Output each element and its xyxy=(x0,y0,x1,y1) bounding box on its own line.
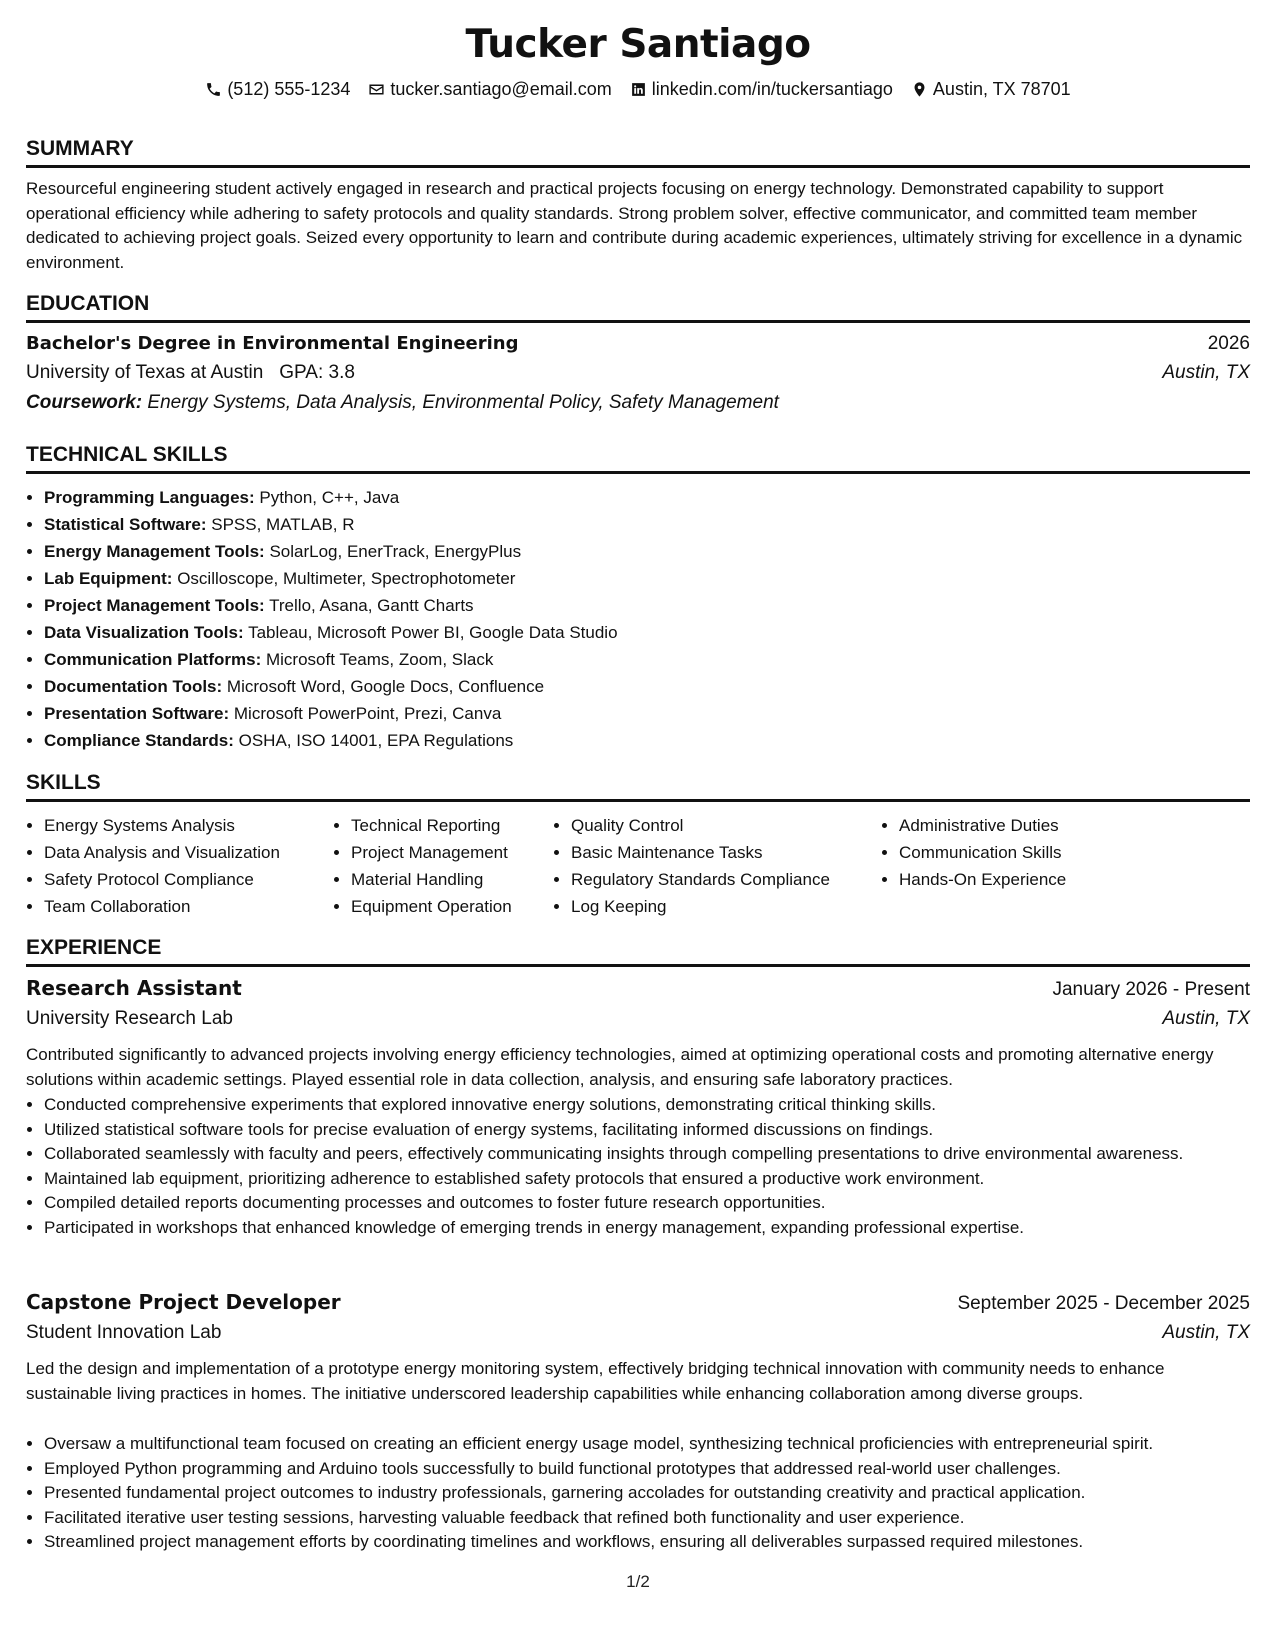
list-item: • Administrative Duties xyxy=(899,812,1066,839)
list-item: • Basic Maintenance Tasks xyxy=(571,839,830,866)
contact-linkedin[interactable] xyxy=(630,79,893,100)
school-name: University of Texas at Austin xyxy=(26,362,264,383)
list-item: • Lab Equipment: Oscilloscope, Multimeter, Spectrophotometer xyxy=(44,565,1268,592)
coursework-label: Coursework: xyxy=(26,392,143,413)
list-item: • Quality Control xyxy=(571,812,830,839)
list-item: • Collaborated seamlessly with faculty and peers, effectively communicating insights through compelling presentations to drive environmental awareness. xyxy=(44,1142,1268,1167)
contact-phone[interactable] xyxy=(205,79,350,100)
coursework-list: Energy Systems, Data Analysis, Environmental Policy, Safety Management xyxy=(147,392,779,413)
summary-heading: SUMMARY xyxy=(26,136,1250,168)
envelope-icon xyxy=(368,81,385,98)
list-item: • Conducted comprehensive experiments that explored innovative energy solutions, demonstrating critical thinking skills. xyxy=(44,1093,1268,1118)
job-1-bullets xyxy=(26,1093,1268,1240)
list-item: • Employed Python programming and Arduino tools successfully to build functional prototypes that addressed real-world user challenges. xyxy=(44,1457,1268,1482)
list-item: • Project Management Tools: Trello, Asana, Gantt Charts xyxy=(44,592,1268,619)
job-organization: University Research Lab xyxy=(26,1008,233,1029)
list-item: • Programming Languages: Python, C++, Java xyxy=(44,484,1268,511)
education-heading: EDUCATION xyxy=(26,291,1250,323)
job-title: Research Assistant xyxy=(26,976,242,1000)
contact-location xyxy=(911,79,1071,100)
job-2-bullets xyxy=(26,1432,1268,1555)
experience-heading: EXPERIENCE xyxy=(26,935,1250,967)
list-item: • Data Analysis and Visualization xyxy=(44,839,280,866)
list-item: • Project Management xyxy=(351,839,512,866)
contact-email[interactable] xyxy=(368,79,611,100)
list-item: • Energy Systems Analysis xyxy=(44,812,280,839)
contact-bar xyxy=(26,79,1250,100)
job-2-title-row xyxy=(26,1290,1250,1315)
linkedin-icon xyxy=(630,81,647,98)
job-1-description: Contributed significantly to advanced projects involving energy efficiency technologies, aimed at optimizing operational costs and promoting alternative energy solutions within academic settings. Played essential role in data collection, analysis, and ensuring safe laboratory practices. xyxy=(26,1045,1214,1089)
gpa: GPA: 3.8 xyxy=(279,362,355,383)
map-pin-icon xyxy=(911,81,928,98)
linkedin-text: linkedin.com/in/tuckersantiago xyxy=(651,79,893,99)
skills-column-1 xyxy=(26,812,280,920)
list-item: • Oversaw a multifunctional team focused on creating an efficient energy usage model, synthesizing technical proficiencies with entrepreneurial spirit. xyxy=(44,1432,1268,1457)
list-item: • Safety Protocol Compliance xyxy=(44,866,280,893)
coursework-row xyxy=(26,392,1250,414)
list-item: • Compliance Standards: OSHA, ISO 14001, EPA Regulations xyxy=(44,727,1268,754)
list-item: • Communication Skills xyxy=(899,839,1066,866)
school-location: Austin, TX xyxy=(1162,362,1250,383)
job-1-title-row xyxy=(26,976,1250,1001)
phone-text: (512) 555-1234 xyxy=(227,79,351,99)
skills-column-3 xyxy=(553,812,830,920)
list-item: • Technical Reporting xyxy=(351,812,512,839)
list-item: • Material Handling xyxy=(351,866,512,893)
list-item: • Data Visualization Tools: Tableau, Microsoft Power BI, Google Data Studio xyxy=(44,619,1268,646)
job-dates: January 2026 - Present xyxy=(1052,979,1250,1000)
location-text: Austin, TX 78701 xyxy=(932,79,1071,99)
job-2-description: Led the design and implementation of a prototype energy monitoring system, effectively bridging technical innovation with community needs to enhance sustainable living practices in homes. The initiative underscored leadership capabilities while enhancing collaboration among diverse groups. xyxy=(26,1359,1165,1403)
list-item: • Log Keeping xyxy=(571,893,830,920)
list-item: • Facilitated iterative user testing sessions, harvesting valuable feedback that refined both functionality and user experience. xyxy=(44,1506,1268,1531)
page-number: 1/2 xyxy=(626,1572,650,1591)
list-item: • Compiled detailed reports documenting processes and outcomes to foster future research opportunities. xyxy=(44,1191,1268,1216)
list-item: • Statistical Software: SPSS, MATLAB, R xyxy=(44,511,1268,538)
list-item: • Maintained lab equipment, prioritizing adherence to established safety protocols that ensured a productive work environment. xyxy=(44,1167,1268,1192)
skills-heading: SKILLS xyxy=(26,770,1250,802)
job-1-org-row xyxy=(26,1008,1250,1030)
technical-skills-list xyxy=(26,484,1268,754)
list-item: • Presentation Software: Microsoft PowerPoint, Prezi, Canva xyxy=(44,700,1268,727)
education-school-row xyxy=(26,362,1250,384)
phone-icon xyxy=(205,81,222,98)
candidate-name: Tucker Santiago xyxy=(465,22,811,67)
job-dates: September 2025 - December 2025 xyxy=(957,1293,1250,1314)
education-degree-row xyxy=(26,333,1250,355)
list-item: • Streamlined project management efforts by coordinating timelines and workflows, ensuring all deliverables surpassed required milestones. xyxy=(44,1530,1268,1555)
list-item: • Utilized statistical software tools for precise evaluation of energy systems, facilitating informed discussions on findings. xyxy=(44,1118,1268,1143)
list-item: • Communication Platforms: Microsoft Teams, Zoom, Slack xyxy=(44,646,1268,673)
resume-page xyxy=(26,0,1250,1650)
job-2-org-row xyxy=(26,1322,1250,1344)
list-item: • Team Collaboration xyxy=(44,893,280,920)
list-item: • Energy Management Tools: SolarLog, EnerTrack, EnergyPlus xyxy=(44,538,1268,565)
graduation-year: 2026 xyxy=(1207,333,1250,354)
list-item: • Presented fundamental project outcomes to industry professionals, garnering accolades for outstanding creativity and practical application. xyxy=(44,1481,1268,1506)
degree-title: Bachelor's Degree in Environmental Engineering xyxy=(26,333,519,354)
list-item: • Hands-On Experience xyxy=(899,866,1066,893)
list-item: • Participated in workshops that enhanced knowledge of emerging trends in energy management, expanding professional expertise. xyxy=(44,1216,1268,1241)
job-organization: Student Innovation Lab xyxy=(26,1322,222,1343)
job-location: Austin, TX xyxy=(1162,1008,1250,1029)
list-item: • Equipment Operation xyxy=(351,893,512,920)
technical-skills-heading: TECHNICAL SKILLS xyxy=(26,442,1250,474)
job-location: Austin, TX xyxy=(1162,1322,1250,1343)
job-title: Capstone Project Developer xyxy=(26,1290,341,1314)
skills-column-4 xyxy=(881,812,1066,893)
email-text: tucker.santiago@email.com xyxy=(390,79,612,99)
list-item: • Regulatory Standards Compliance xyxy=(571,866,830,893)
list-item: • Documentation Tools: Microsoft Word, Google Docs, Confluence xyxy=(44,673,1268,700)
summary-text: Resourceful engineering student actively engaged in research and practical projects focusing on energy technology. Demonstrated capability to support operational efficiency while adhering to safety protocols and quality standards. Strong problem solver, effective communicator, and committed team member dedicated to achieving project goals. Seized every opportunity to learn and contribute during academic experiences, ultimately striving for excellence in a dynamic environment. xyxy=(26,179,1243,272)
skills-column-2 xyxy=(333,812,512,920)
